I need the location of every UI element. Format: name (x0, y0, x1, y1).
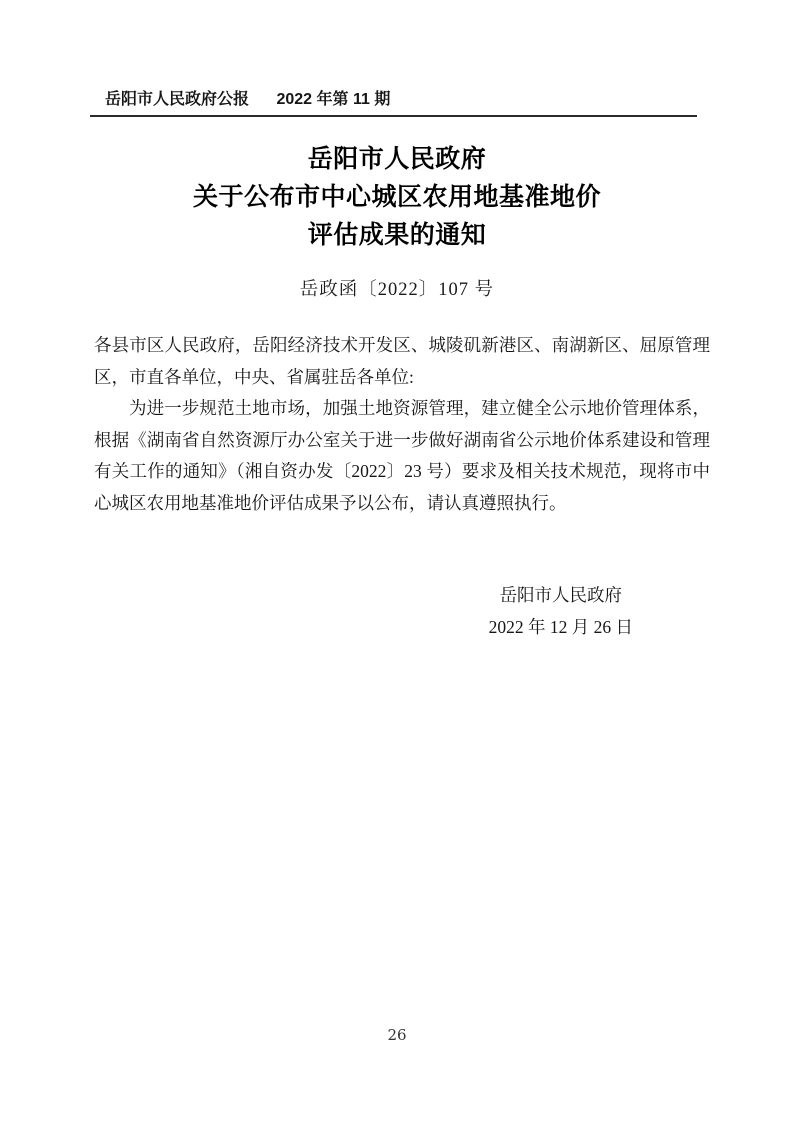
document-number: 岳政函〔2022〕107 号 (299, 280, 495, 300)
document-title-line-1: 岳阳市人民政府 (307, 146, 487, 173)
main-paragraph: 为进一步规范土地市场，加强土地资源管理，建立健全公示地价管理体系，根据《湖南省自然资源厅办公室关于进一步做好湖南省公示地价体系建设和管理有关工作的通知》（湘自资办发〔2022〕23 号）要求及相关技术规范，现将市中心城区农用地基准地价评估成果予以公布，请认真遵照执行。 (94, 398, 710, 513)
page-number: 26 (387, 1026, 407, 1044)
signature-block (489, 580, 633, 643)
document-body (94, 330, 710, 519)
gazette-header (90, 91, 697, 117)
signature-authority: 岳阳市人民政府 (499, 585, 623, 605)
addressee-paragraph: 各县市区人民政府，岳阳经济技术开发区、城陵矶新港区、南湖新区、屈原管理区，市直各单位，中央、省属驻岳各单位: (94, 335, 710, 387)
gazette-title: 岳阳市人民政府公报 (105, 91, 250, 108)
document-title-line-2: 关于公布市中心城区农用地基准地价 (192, 184, 601, 211)
document-title (0, 141, 794, 255)
document-title-line-3: 评估成果的通知 (307, 222, 487, 249)
page-footer (0, 1025, 794, 1045)
signature-date: 2022 年 12 月 26 日 (488, 616, 633, 637)
gazette-issue-info: 2022 年第 11 期 (276, 91, 391, 108)
